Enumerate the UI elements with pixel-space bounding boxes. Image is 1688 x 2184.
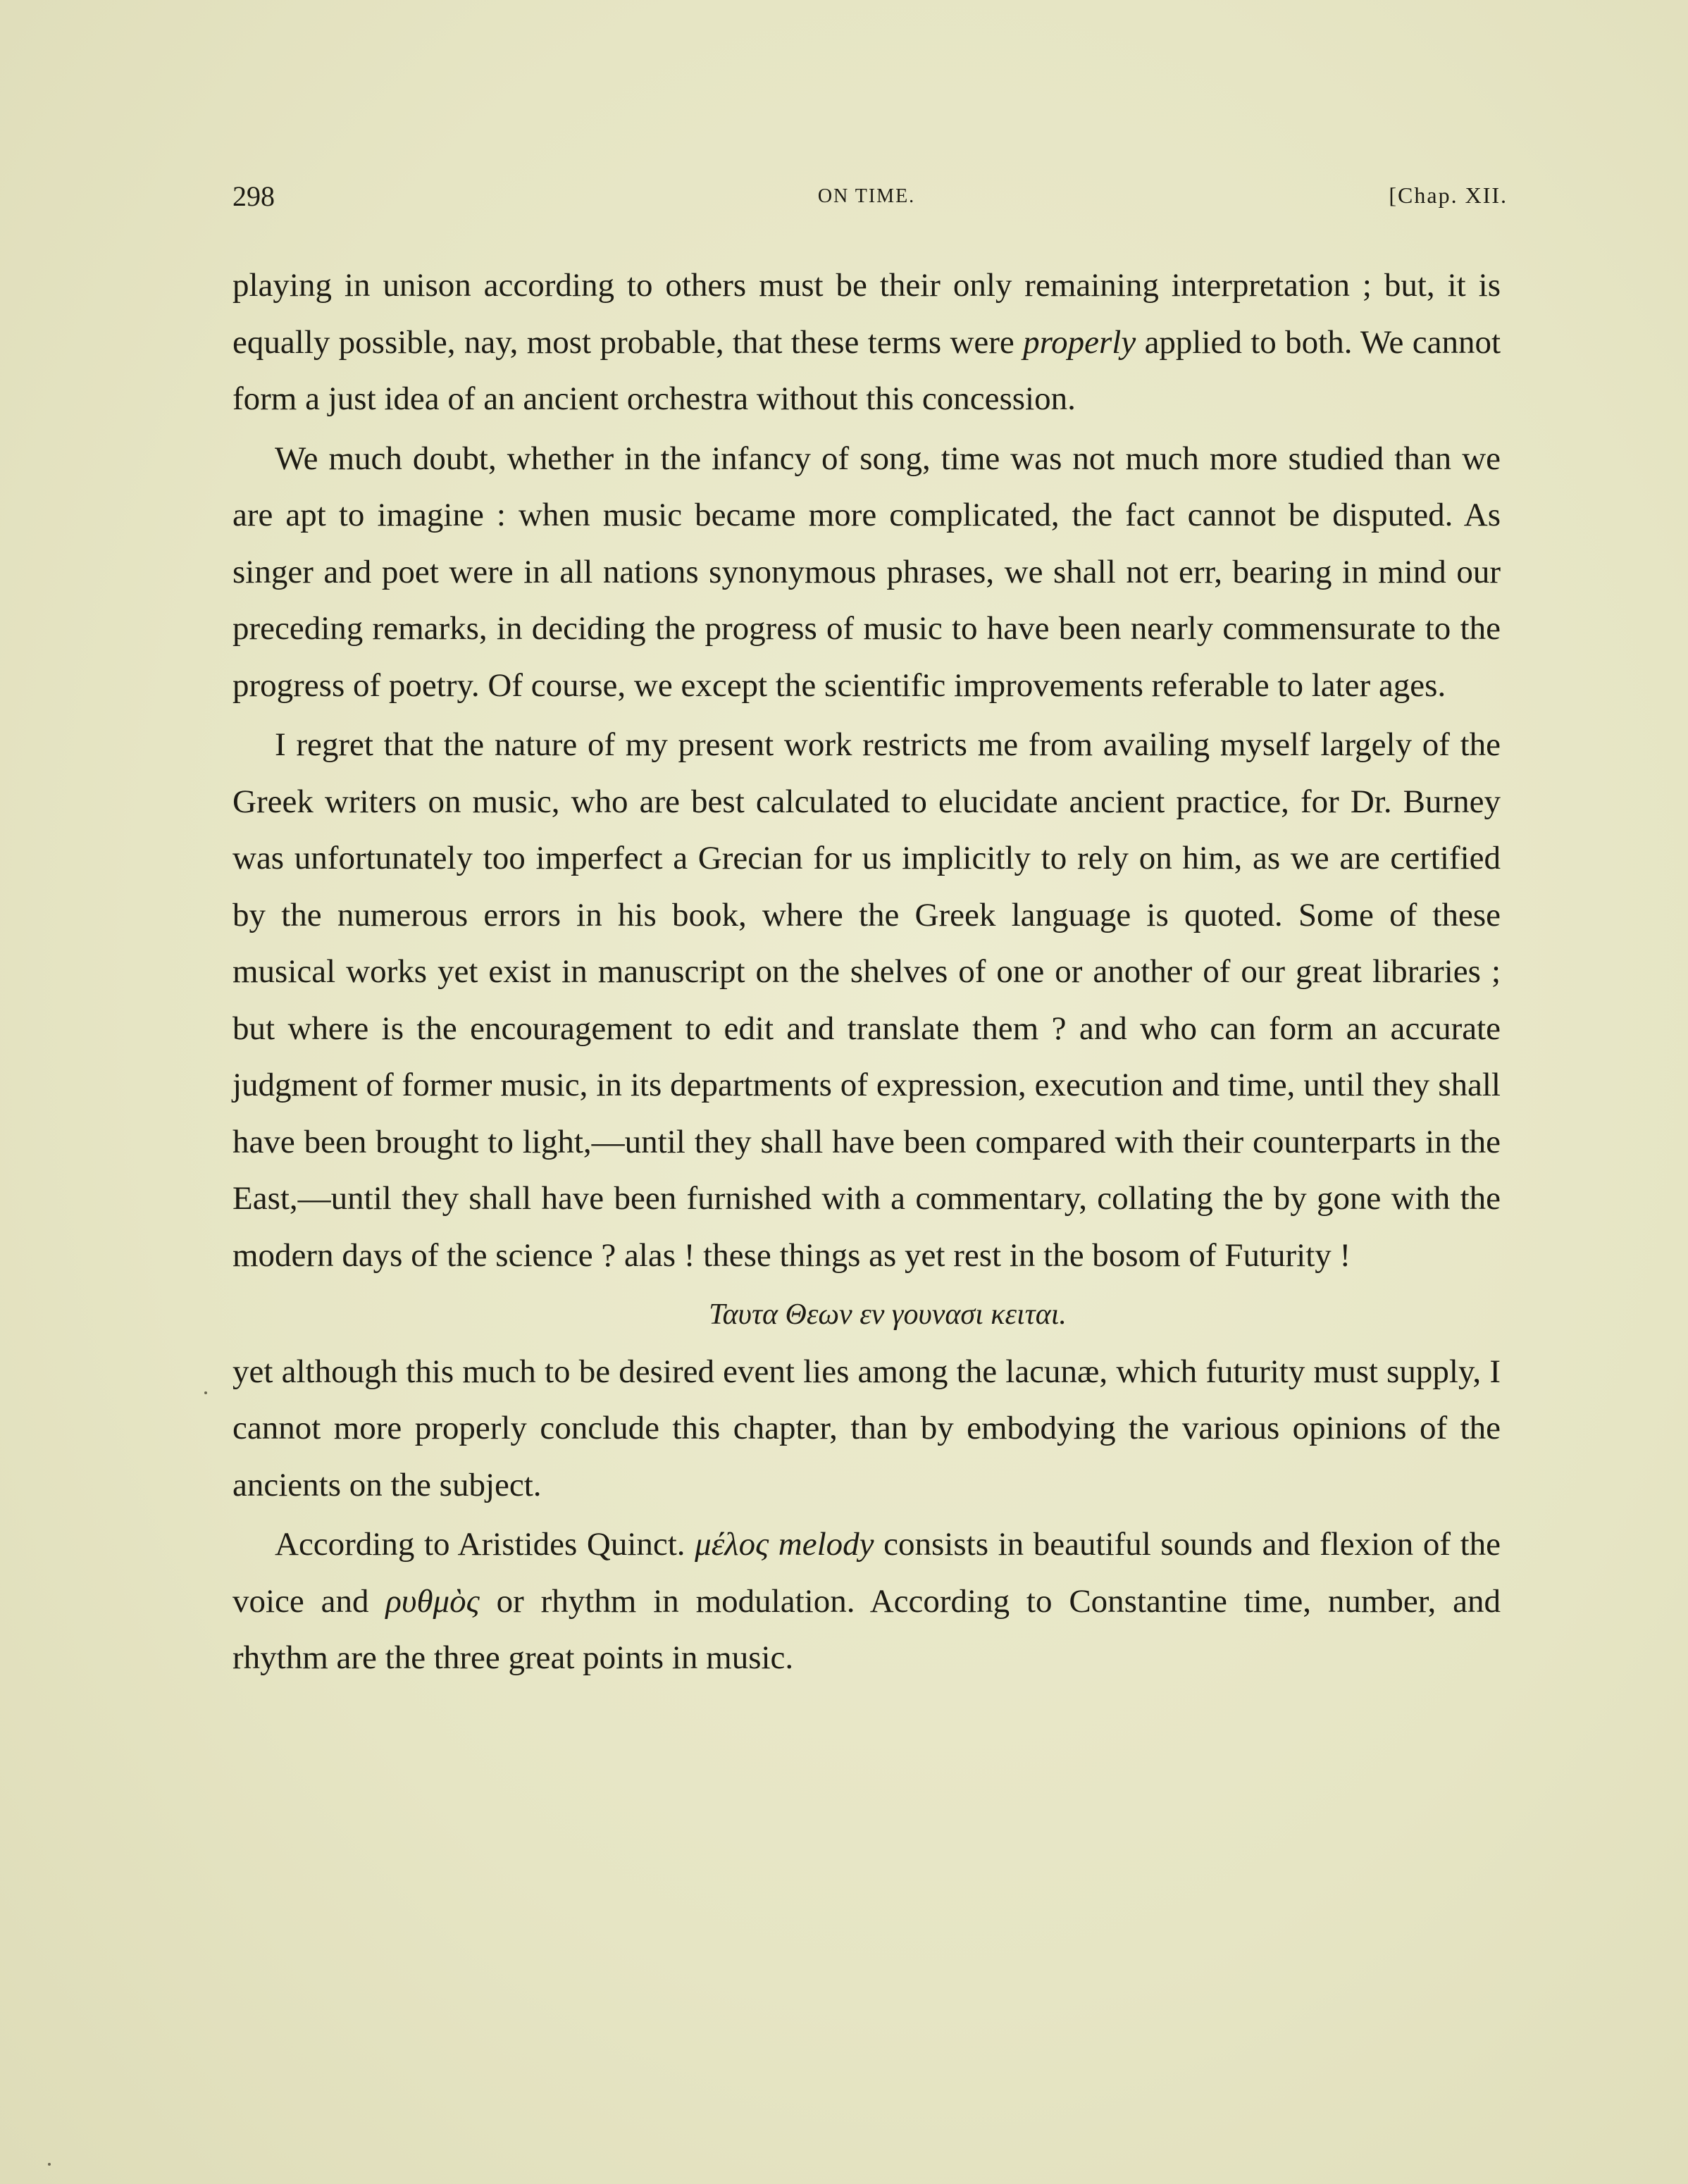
paragraph-4: yet although this much to be desired event lies among the lacunæ, which futurity must supply, I cannot more properly conclude this chapter, than by embodying the various opinions of the ancients on the subject. (232, 1353, 1501, 1503)
page-number: 298 (232, 180, 275, 212)
running-title: ON TIME. (817, 185, 916, 207)
paragraph-text: applied to both. We cannot form a just idea of an ancient orchestra without this concession. (232, 323, 1501, 417)
paragraph-1 (232, 257, 1501, 428)
paper-speck (204, 1391, 207, 1394)
paragraph-text: consists in beautiful sounds and flexion of the voice and (232, 1526, 1501, 1620)
greek-term-rhythmos: ρυθμὸς (385, 1582, 480, 1620)
paragraph-5 (232, 1516, 1501, 1687)
paragraph-text: playing in unison according to others must be their only remaining interpretation ; but, it is equally possible, nay, most probable, that these terms were (232, 267, 1501, 361)
paper-speck (48, 2163, 51, 2166)
greek-quotation: Ταυτα Θεων εν γουνασι κειται. (709, 1298, 1067, 1331)
paragraph-text: or rhythm in modulation. According to Constantine time, number, and rhythm are the three great points in music. (232, 1582, 1501, 1676)
paragraph-text: According to Aristides Quinct. (275, 1526, 695, 1563)
paragraph-3: I regret that the nature of my present work restricts me from availing myself largely of the Greek writers on music, who are best calculated to elucidate ancient practice, for Dr. Burney was unfortunately too imperfect a Grecian for us implicitly to rely on him, as we are certified by the numerous errors in his book, where the Greek language is quoted. Some of these musical works yet exist in manuscript on the shelves of one or another of our great libraries ; but where is the encouragement to edit and translate them ? and who can form an accurate judgment of former music, in its departments of expression, execution and time, until they shall have been brought to light,—until they shall have been compared with their counterparts in the East,—until they shall have been furnished with a commentary, collating the by gone with the modern days of the science ? alas ! these things as yet rest in the bosom of Futurity ! (232, 726, 1501, 1274)
book-page (232, 0, 1508, 2184)
running-head (232, 180, 1508, 222)
emphasis-properly: properly (1023, 323, 1136, 361)
body-text (232, 257, 1501, 1689)
chapter-reference: [Chap. XII. (1389, 182, 1508, 208)
greek-term-melos: μέλος melody (695, 1526, 874, 1563)
paragraph-2: We much doubt, whether in the infancy of song, time was not much more studied than we are apt to imagine : when music became more complicated, the fact cannot be disputed. As singer and poet were in all nations synonymous phrases, we shall not err, bearing in mind our preceding remarks, in deciding the progress of music to have been nearly commensurate to the progress of poetry. Of course, we except the scientific improvements referable to later ages. (232, 440, 1501, 704)
